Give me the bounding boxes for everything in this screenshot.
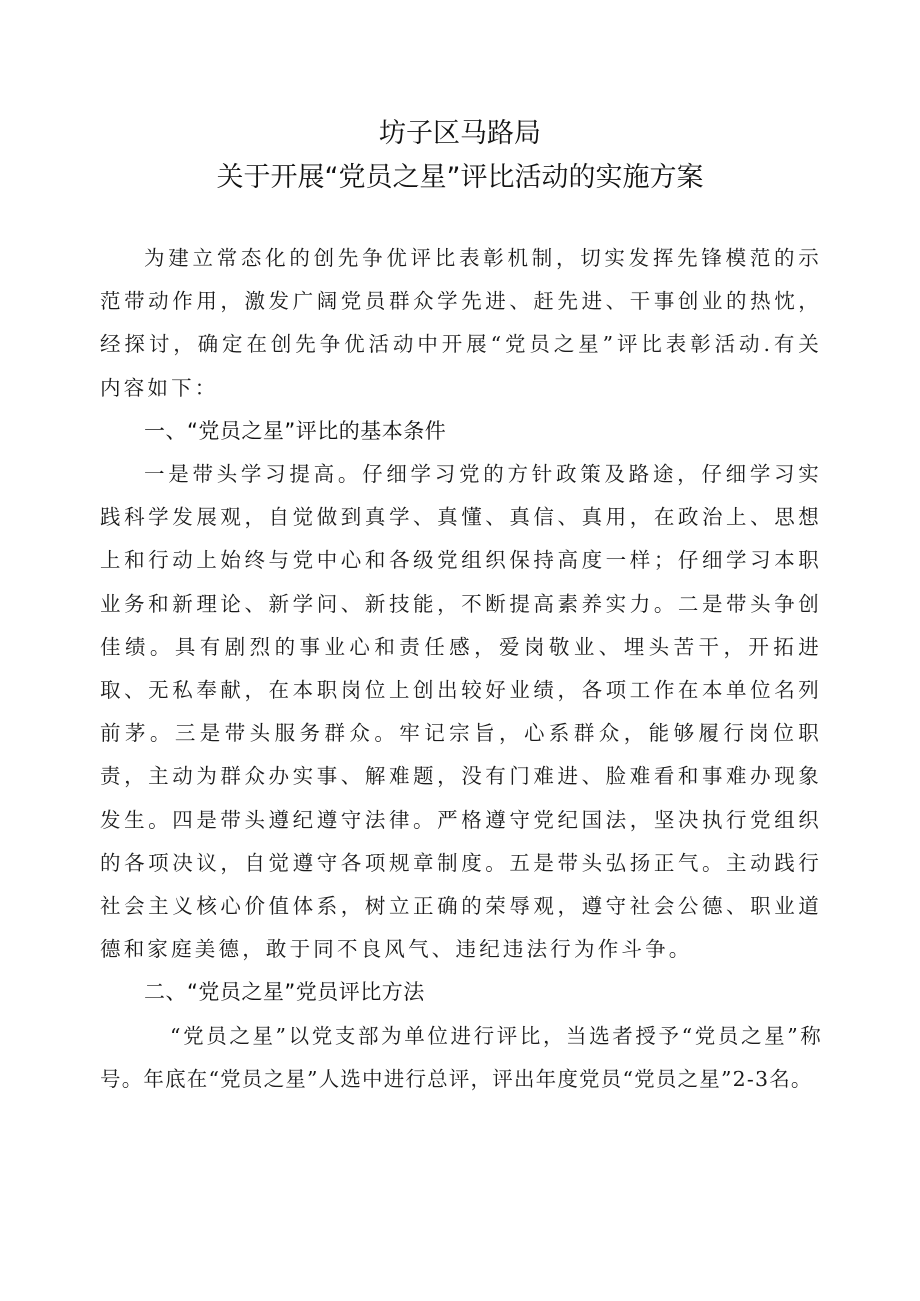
title-line-subject: 关于开展“党员之星”评比活动的实施方案 xyxy=(216,162,704,193)
section-2-paragraph: “党员之星”以党支部为单位进行评比，当选者授予“党员之星”称号。年底在“党员之星”人选中进行总评，评出年度党员“党员之星”2-3名。 xyxy=(100,1023,822,1091)
section-2-heading: 二、“党员之星”党员评比方法 xyxy=(144,980,425,1005)
document-body xyxy=(100,237,822,1101)
section-1-heading: 一、“党员之星”评比的基本条件 xyxy=(144,418,447,443)
document-title xyxy=(0,112,920,200)
section-1-paragraph: 一是带头学习提高。仔细学习党的方针政策及路途，仔细学习实践科学发展观，自觉做到真学、真懂、真信、真用，在政治上、思想上和行动上始终与党中心和各级党组织保持高度一样；仔细学习本职业务和新理论、新学问、新技能，不断提高素养实力。二是带头争创佳绩。具有剧烈的事业心和责任感，爱岗敬业、埋头苦干，开拓进取、无私奉献，在本职岗位上创出较好业绩，各项工作在本单位名列前茅。三是带头服务群众。牢记宗旨，心系群众，能够履行岗位职责，主动为群众办实事、解难题，没有门难进、脸难看和事难办现象发生。四是带头遵纪遵守法律。严格遵守党纪国法，坚决执行党组织的各项决议，自觉遵守各项规章制度。五是带头弘扬正气。主动践行社会主义核心价值体系，树立正确的荣辱观，遵守社会公德、职业道德和家庭美德，敢于同不良风气、违纪违法行为作斗争。 xyxy=(100,462,822,962)
intro-paragraph: 为建立常态化的创先争优评比表彰机制，切实发挥先锋模范的示范带动作用，激发广阔党员群众学先进、赶先进、干事创业的热忱，经探讨，确定在创先争优活动中开展“党员之星”评比表彰活动.有关内容如下： xyxy=(100,246,822,400)
title-line-organization: 坊子区马路局 xyxy=(379,118,541,149)
